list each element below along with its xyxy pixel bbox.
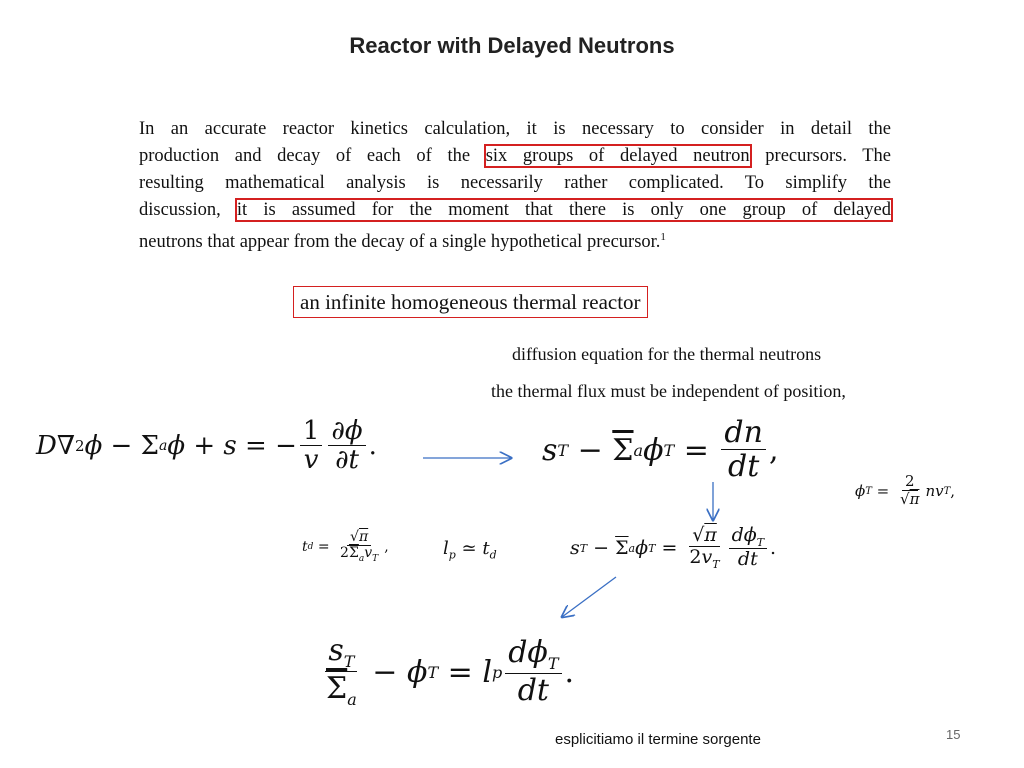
caption: esplicitiamo il termine sorgente (555, 731, 761, 748)
intro-paragraph (139, 116, 891, 256)
flux-definition: ϕ T = $\frac{2}{√\pi}$ nv T , (855, 472, 956, 509)
footnote-marker: 1 (660, 231, 666, 243)
highlight-six-groups: six groups of delayed neutron (485, 146, 750, 166)
paragraph-text: neutrons that appear from the decay of a single hypothetical precursor. (139, 232, 661, 253)
paragraph-text: precursors. The (765, 146, 892, 166)
boxed-phrase: an infinite homogeneous thermal reactor (293, 286, 648, 318)
diffusion-note: diffusion equation for the thermal neutrons (512, 344, 822, 364)
highlight-one-group: it is assumed for the moment that there is only one group of delayed (236, 200, 891, 220)
page-number: 15 (946, 727, 961, 742)
diffusion-time-definition: t d = $\frac{√\pi}{2\overline{\Sigma}_av_T}$ , (302, 528, 389, 564)
source-equation-medium: s T − $\overline{\Sigma}$ a ϕ T = $\frac{√\pi}{2v_T}$ $\frac{d\phi_T}{dt}$ . (570, 523, 777, 571)
paragraph-line-3: resulting mathematical analysis is necessarily rather complicated. To simplify the (139, 173, 891, 193)
arrow-down-left-icon (562, 577, 616, 617)
source-equation-large: s T − $\overline{\Sigma}$ a ϕ T = $\frac{dn}{dt}$ , (542, 415, 779, 484)
paragraph-line-1: In an accurate reactor kinetics calculation, it is necessary to consider in detail the (139, 119, 891, 139)
final-equation: $\frac{s_T}{\overline{\Sigma}_a}$ − ϕ T = l p $\frac{d\phi_T}{dt}$ . (326, 633, 575, 710)
paragraph-line-5 (139, 224, 891, 256)
flux-note: the thermal flux must be independent of position, (491, 381, 846, 401)
paragraph-line-4 (139, 197, 891, 224)
paragraph-text: production and decay of each of the (139, 146, 471, 166)
slide-title: Reactor with Delayed Neutrons (349, 33, 675, 58)
lifetime-approximation: $l_p$ ≃ $t_d$ (443, 538, 497, 562)
diffusion-equation: D ∇ 2 ϕ − Σ a ϕ + s = − $\frac{1}{v}$ $\frac{\partial\phi}{\partial t}$ . (36, 415, 377, 475)
paragraph-line-2 (139, 143, 891, 170)
paragraph-text: discussion, (139, 200, 221, 220)
